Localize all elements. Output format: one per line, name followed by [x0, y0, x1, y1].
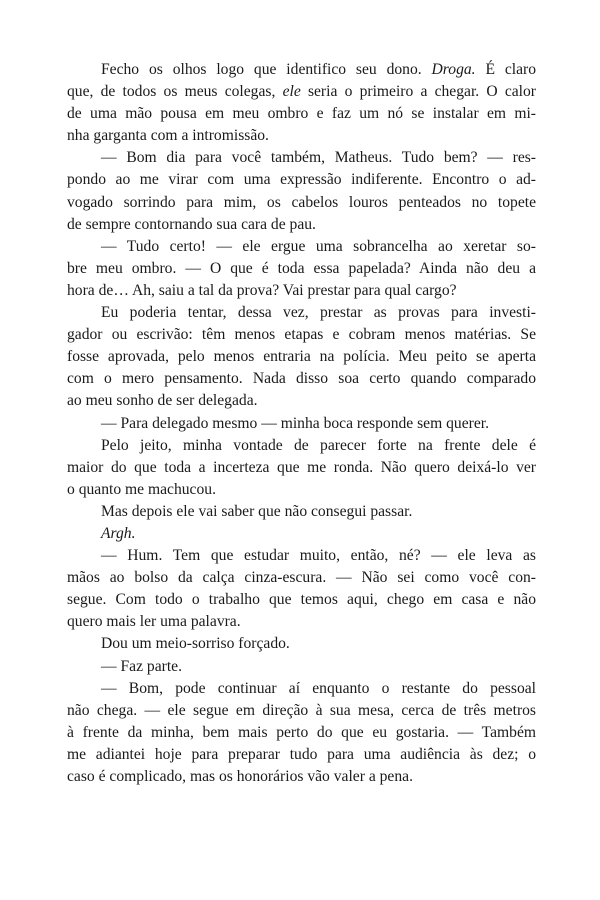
- text-line: de sempre contornando sua cara de pau.: [67, 215, 316, 233]
- text-line: Fecho os olhos logo que identifico seu dono. Droga. É claro: [101, 61, 536, 78]
- text-line: segue. Com todo o trabalho que temos aqui, chego em casa e não: [67, 591, 536, 609]
- text-line: fosse aprovada, pelo menos entraria na polícia. Meu peito se aperta: [67, 348, 536, 366]
- text-line: gador ou escrivão: têm menos etapas e cobram menos matérias. Se: [67, 326, 536, 344]
- text-line: [67, 523, 536, 545]
- text-line: que, de todos os meus colegas, ele seria o primeiro a chegar. O calor: [67, 83, 536, 101]
- text-line: mãos ao bolso da calça cinza-escura. — Não sei como você con-: [67, 569, 536, 587]
- text-line: de uma mão pousa em meu ombro e faz um nó se instalar em mi-: [67, 105, 536, 123]
- paragraph: [67, 147, 536, 235]
- text-line: não chega. — ele segue em direção à sua mesa, cerca de três metros: [67, 701, 536, 719]
- paragraph: [67, 678, 536, 788]
- text-line: bre meu ombro. — O que é toda essa papelada? Ainda não deu a: [67, 259, 536, 277]
- paragraph: [67, 501, 536, 523]
- text-line: — Tudo certo! — ele ergue uma sobrancelha ao xeretar so-: [101, 237, 536, 255]
- paragraph: [67, 656, 536, 678]
- text-line: vogado sorrindo para mim, os cabelos louros penteados no topete: [67, 193, 536, 211]
- italic-text: Droga.: [431, 61, 476, 78]
- paragraph: [67, 523, 536, 545]
- paragraph: [67, 413, 536, 435]
- italic-text: Argh.: [101, 524, 136, 542]
- text-line: — Bom, pode continuar aí enquanto o restante do pessoal: [101, 679, 536, 697]
- text-line: caso é complicado, mas os honorários vão valer a pena.: [67, 768, 413, 785]
- text-line: me adiantei hoje para preparar tudo para uma audiência às dez; o: [67, 745, 536, 763]
- paragraph: [67, 302, 536, 412]
- text-line: Pelo jeito, minha vontade de parecer forte na frente dele é: [101, 436, 536, 454]
- text-line: o quanto me machucou.: [67, 480, 216, 498]
- text-line: Mas depois ele vai saber que não consegui passar.: [101, 502, 413, 520]
- text-line: — Faz parte.: [101, 657, 182, 675]
- text-line: Eu poderia tentar, dessa vez, prestar as provas para investi-: [101, 304, 536, 322]
- text-line: — Hum. Tem que estudar muito, então, né? — ele leva as: [101, 547, 536, 565]
- book-page: [67, 59, 536, 788]
- text-line: — Bom dia para você também, Matheus. Tudo bem? — res-: [101, 149, 536, 167]
- paragraph: [67, 435, 536, 501]
- paragraph: [67, 236, 536, 302]
- paragraph: [67, 59, 536, 147]
- text-line: à frente da minha, bem mais perto do que eu gostaria. — Também: [67, 723, 536, 741]
- text-line: Dou um meio-sorriso forçado.: [101, 635, 290, 653]
- text-line: ao meu sonho de ser delegada.: [67, 392, 258, 410]
- paragraph: [67, 633, 536, 655]
- italic-text: ele: [282, 83, 301, 101]
- text-line: — Para delegado mesmo — minha boca responde sem querer.: [101, 414, 489, 432]
- text-line: nha garganta com a intromissão.: [67, 127, 269, 145]
- text-line: com o mero pensamento. Nada disso soa certo quando comparado: [67, 370, 536, 388]
- text-line: hora de… Ah, saiu a tal da prova? Vai prestar para qual cargo?: [67, 281, 457, 299]
- text-line: maior do que toda a incerteza que me ronda. Não quero deixá-lo ver: [67, 458, 536, 476]
- paragraph: [67, 545, 536, 633]
- text-line: pondo ao me virar com uma expressão indiferente. Encontro o ad-: [67, 171, 536, 189]
- text-line: quero mais ler uma palavra.: [67, 613, 241, 631]
